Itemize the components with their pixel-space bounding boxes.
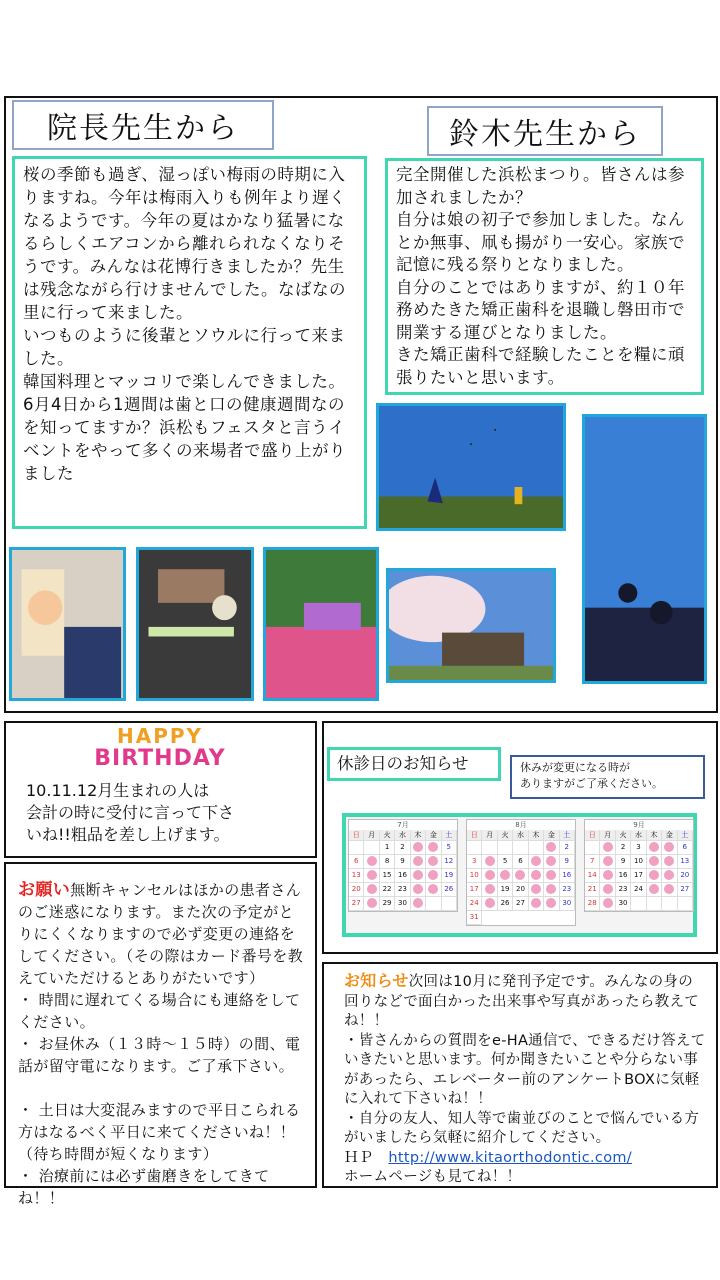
- calendar-day: [544, 841, 559, 855]
- notice-panel: [322, 962, 718, 1188]
- calendar-day: [647, 883, 662, 897]
- calendar-day: 29: [380, 897, 395, 911]
- calendar-day: [662, 855, 677, 869]
- closed-day-marker: [515, 870, 525, 880]
- calendar-day: 20: [513, 883, 528, 897]
- calendar-day: 19: [498, 883, 513, 897]
- director-paragraph: 桜の季節も過ぎ、湿っぽい梅雨の時期に入りますね。今年は梅雨入りも例年より遅くなるようです。今年の夏はかなり猛暑になるらしくエアコンから離れられなくなりそうです。みんなは花博行きましたか？先生は残念ながら行けませんでした。なばなの里に行って来ました。: [23, 165, 346, 322]
- closed-day-marker: [664, 842, 674, 852]
- calendar-day: [349, 841, 364, 855]
- suzuki-paragraph: 自分のことではありますが、約１０年務めたきた矯正歯科を退職し磐田市で開業する運びとなりました。: [396, 277, 685, 342]
- director-title: 院長先生から: [12, 100, 274, 150]
- closed-day-marker: [500, 870, 510, 880]
- closed-day-marker: [485, 898, 495, 908]
- photo-child-dental: [9, 547, 126, 701]
- calendar-weekday: 土: [560, 830, 575, 841]
- closed-day-marker: [413, 856, 423, 866]
- happy-birthday-logo: [70, 725, 250, 777]
- calendar-day: 30: [395, 897, 410, 911]
- calendar-day: [482, 869, 497, 883]
- closed-day-marker: [413, 884, 423, 894]
- calendar-day: [529, 897, 544, 911]
- closed-day-marker: [546, 842, 556, 852]
- calendar-day: 20: [349, 883, 364, 897]
- calendar-day: [678, 897, 693, 911]
- calendar-weekday: 日: [467, 830, 482, 841]
- calendar-day: [631, 897, 646, 911]
- holiday-note: 休みが変更になる時が ありますがご了承ください。: [510, 755, 705, 799]
- request-label: お願い: [18, 880, 71, 900]
- closed-day-marker: [546, 884, 556, 894]
- calendar-day: 21: [585, 883, 600, 897]
- calendar-day: 3: [631, 841, 646, 855]
- calendar-day: [529, 855, 544, 869]
- calendar-day: [647, 855, 662, 869]
- calendar-day: [411, 855, 426, 869]
- calendar-day: 30: [560, 897, 575, 911]
- closed-day-marker: [413, 842, 423, 852]
- logo-happy: HAPPY: [116, 724, 203, 748]
- birthday-line: いね!!粗品を差し上げます。: [26, 825, 230, 844]
- calendar-weekday: 金: [544, 830, 559, 841]
- calendar-day: 5: [498, 855, 513, 869]
- calendar-month: [348, 819, 458, 912]
- calendar-weekday: 日: [585, 830, 600, 841]
- director-message: [12, 156, 367, 529]
- suzuki-title: 鈴木先生から: [427, 106, 663, 156]
- calendar-day: [482, 897, 497, 911]
- calendar-day: [364, 841, 379, 855]
- calendar-day: 16: [616, 869, 631, 883]
- calendar-day: 23: [560, 883, 575, 897]
- calendar-day: [364, 897, 379, 911]
- birthday-line: 会計の時に受付に言って下さ: [26, 803, 235, 822]
- closed-day-marker: [428, 856, 438, 866]
- calendar-day: [662, 897, 677, 911]
- calendar-day: 30: [616, 897, 631, 911]
- calendar-weekday: 水: [631, 830, 646, 841]
- closed-day-marker: [485, 856, 495, 866]
- calendar-day: [600, 883, 615, 897]
- calendar-day: 27: [349, 897, 364, 911]
- closed-day-marker: [428, 870, 438, 880]
- notice-label: お知らせ: [344, 971, 409, 990]
- calendar-weekday: 火: [380, 830, 395, 841]
- calendar-day: 12: [442, 855, 457, 869]
- calendar-day: [442, 897, 457, 911]
- calendar-day: 17: [631, 869, 646, 883]
- calendar-day: 22: [380, 883, 395, 897]
- request-panel: [4, 862, 317, 1207]
- homepage-link[interactable]: http://www.kitaorthodontic.com/: [388, 1149, 632, 1166]
- closed-day-marker: [428, 884, 438, 894]
- holiday-calendars: [348, 819, 693, 929]
- hp-label: ＨＰ: [344, 1149, 389, 1166]
- calendar-day: [662, 841, 677, 855]
- calendar-day: [544, 883, 559, 897]
- calendar-day: 7: [585, 855, 600, 869]
- calendar-day: [364, 855, 379, 869]
- closed-day-marker: [603, 884, 613, 894]
- calendar-day: 5: [442, 841, 457, 855]
- closed-day-marker: [649, 884, 659, 894]
- calendar-day: [411, 883, 426, 897]
- calendar-day: 27: [513, 897, 528, 911]
- calendar-day: [529, 841, 544, 855]
- closed-day-marker: [603, 870, 613, 880]
- closed-day-marker: [664, 870, 674, 880]
- calendar-weekday: 土: [678, 830, 693, 841]
- calendar-day: [600, 841, 615, 855]
- calendar-day: [411, 869, 426, 883]
- calendar-day: [426, 855, 441, 869]
- calendar-weekday: 月: [600, 830, 615, 841]
- closed-day-marker: [531, 884, 541, 894]
- calendar-day: 31: [467, 911, 482, 925]
- closed-day-marker: [546, 898, 556, 908]
- calendar-day: 8: [380, 855, 395, 869]
- calendar-weekday: 木: [529, 830, 544, 841]
- calendar-day: 15: [380, 869, 395, 883]
- calendar-day: [467, 841, 482, 855]
- calendar-day: 24: [631, 883, 646, 897]
- closed-day-marker: [367, 870, 377, 880]
- calendar-day: [544, 897, 559, 911]
- calendar-day: [513, 841, 528, 855]
- photo-cherry-blossom: [386, 568, 556, 683]
- calendar-day: 20: [678, 869, 693, 883]
- director-paragraph: 韓国料理とマッコリで楽しんできました。: [23, 372, 346, 391]
- calendar-weekday: 水: [513, 830, 528, 841]
- closed-day-marker: [603, 856, 613, 866]
- director-paragraph: 6月4日から1週間は歯と口の健康週間なのを知ってますか？浜松もフェスタと言うイベントをやって多くの来場者で盛り上がりました: [23, 395, 346, 483]
- closed-day-marker: [546, 856, 556, 866]
- calendar-day: [498, 841, 513, 855]
- calendar-day: 10: [467, 869, 482, 883]
- calendar-day: [426, 869, 441, 883]
- calendar-day: [662, 869, 677, 883]
- closed-day-marker: [367, 898, 377, 908]
- closed-day-marker: [649, 842, 659, 852]
- calendar-day: [662, 883, 677, 897]
- calendar-day: 27: [678, 883, 693, 897]
- holiday-title: 休診日のお知らせ: [327, 747, 501, 781]
- calendar-day: [647, 897, 662, 911]
- birthday-text: [26, 780, 306, 846]
- calendar-day: [482, 841, 497, 855]
- calendar-weekday: 月: [482, 830, 497, 841]
- calendar-weekday: 木: [411, 830, 426, 841]
- calendar-day: 9: [395, 855, 410, 869]
- calendar-day: [529, 883, 544, 897]
- closed-day-marker: [664, 856, 674, 866]
- calendar-day: [647, 841, 662, 855]
- calendar-weekday: 金: [662, 830, 677, 841]
- director-paragraph: いつものように後輩とソウルに行って来ました。: [23, 326, 346, 368]
- closed-day-marker: [367, 856, 377, 866]
- photo-kite-festival: [376, 403, 566, 531]
- calendar-day: [482, 883, 497, 897]
- calendar-day: 6: [349, 855, 364, 869]
- calendar-day: [498, 869, 513, 883]
- calendar-day: [411, 897, 426, 911]
- calendar-day: [426, 841, 441, 855]
- calendar-weekday: 水: [395, 830, 410, 841]
- closed-day-marker: [603, 842, 613, 852]
- closed-day-marker: [485, 884, 495, 894]
- notice-closing: ホームページも見てね！！: [344, 1169, 522, 1185]
- calendar-day: 28: [585, 897, 600, 911]
- calendar-weekday: 月: [364, 830, 379, 841]
- calendar-day: 2: [560, 841, 575, 855]
- calendar-day: 14: [585, 869, 600, 883]
- closed-day-marker: [531, 870, 541, 880]
- closed-day-marker: [649, 856, 659, 866]
- calendar-day: [544, 869, 559, 883]
- logo-birthday: BIRTHDAY: [94, 746, 226, 771]
- calendar-day: 9: [616, 855, 631, 869]
- closed-day-marker: [531, 898, 541, 908]
- photo-kite-sky: [582, 414, 707, 684]
- closed-day-marker: [428, 842, 438, 852]
- calendar-day: 6: [678, 841, 693, 855]
- calendar-day: 17: [467, 883, 482, 897]
- closed-day-marker: [649, 870, 659, 880]
- closed-day-marker: [413, 898, 423, 908]
- calendar-day: [513, 869, 528, 883]
- closed-day-marker: [485, 870, 495, 880]
- birthday-line: 10.11.12月生まれの人は: [26, 781, 210, 800]
- calendar-weekday: 火: [616, 830, 631, 841]
- calendar-weekday: 日: [349, 830, 364, 841]
- calendar-day: [600, 855, 615, 869]
- calendar-day: 26: [442, 883, 457, 897]
- calendar-weekday: 土: [442, 830, 457, 841]
- calendar-weekday: 火: [498, 830, 513, 841]
- calendar-day: [411, 841, 426, 855]
- closed-day-marker: [367, 884, 377, 894]
- calendar-day: [600, 869, 615, 883]
- calendar-day: [364, 883, 379, 897]
- request-text: 無断キャンセルはほかの患者さんのご迷惑になります。また次の予定がとりにくくなりますので必ず変更の連絡をしてください。（その際はカード番号を教えていただけるとありがたいです） ・ 時間に遅れてくる場合にも連絡をしてください。 ・ お昼休み（１３時〜１５時）の間、電話が留守電になります。ご了承下さい。 ・ 土日は大変混みますので平日こられる方はなるべく平日に来てくださいね！！（待ち時間が短くなります） ・ 治療前には必ず歯磨きをしてきてね！！: [18, 881, 304, 1207]
- calendar-day: 24: [467, 897, 482, 911]
- notice-text: 次回は10月に発刊予定です。みんなの身の回りなどで面白かった出来事や写真があったら教えてね！！ ・皆さんからの質問をe-HA通信で、できるだけ答えていきたいと思います。何か聞きたいことや分らない事があったら、エレベーター前のアンケートBOXに気軽に入れて下さいね！！ ・自分の友人、知人等で歯並びのことで悩んでいる方がいましたら気軽に紹介してください。: [344, 974, 706, 1146]
- calendar-month: [466, 819, 576, 926]
- calendar-day: 23: [616, 883, 631, 897]
- suzuki-paragraph: 自分は娘の初子で参加しました。なんとか無事、凧も揚がり一安心。家族で記憶に残る祭りとなりました。: [396, 210, 685, 274]
- calendar-day: [585, 841, 600, 855]
- calendar-month-title: 7月: [397, 821, 409, 829]
- calendar-day: 19: [442, 869, 457, 883]
- calendar-day: 16: [395, 869, 410, 883]
- calendar-month-title: 8月: [515, 821, 527, 829]
- calendar-weekday: 金: [426, 830, 441, 841]
- suzuki-message: [385, 158, 704, 395]
- calendar-day: 9: [560, 855, 575, 869]
- calendar-day: 2: [395, 841, 410, 855]
- calendar-day: 13: [349, 869, 364, 883]
- photo-korean-bbq: [136, 547, 254, 701]
- closed-day-marker: [664, 884, 674, 894]
- calendar-day: [364, 869, 379, 883]
- calendar-day: [426, 897, 441, 911]
- calendar-day: 6: [513, 855, 528, 869]
- suzuki-paragraph: 完全開催した浜松まつり。皆さんは参加されましたか？: [396, 165, 685, 207]
- photo-flower-garden: [263, 547, 379, 701]
- calendar-day: 2: [616, 841, 631, 855]
- calendar-day: [529, 869, 544, 883]
- calendar-day: 26: [498, 897, 513, 911]
- closed-day-marker: [413, 870, 423, 880]
- closed-day-marker: [546, 870, 556, 880]
- calendar-day: 23: [395, 883, 410, 897]
- calendar-weekday: 木: [647, 830, 662, 841]
- calendar-day: [544, 855, 559, 869]
- suzuki-paragraph: きた矯正歯科で経験したことを糧に頑張りたいと思います。: [396, 345, 685, 387]
- calendar-month: [584, 819, 694, 912]
- calendar-day: [426, 883, 441, 897]
- calendar-day: [600, 897, 615, 911]
- calendar-day: [482, 855, 497, 869]
- calendar-day: 3: [467, 855, 482, 869]
- calendar-day: 13: [678, 855, 693, 869]
- calendar-day: 16: [560, 869, 575, 883]
- closed-day-marker: [531, 856, 541, 866]
- calendar-day: [647, 869, 662, 883]
- calendar-day: 10: [631, 855, 646, 869]
- calendar-month-title: 9月: [633, 821, 645, 829]
- calendar-day: 1: [380, 841, 395, 855]
- closed-day-marker: [603, 898, 613, 908]
